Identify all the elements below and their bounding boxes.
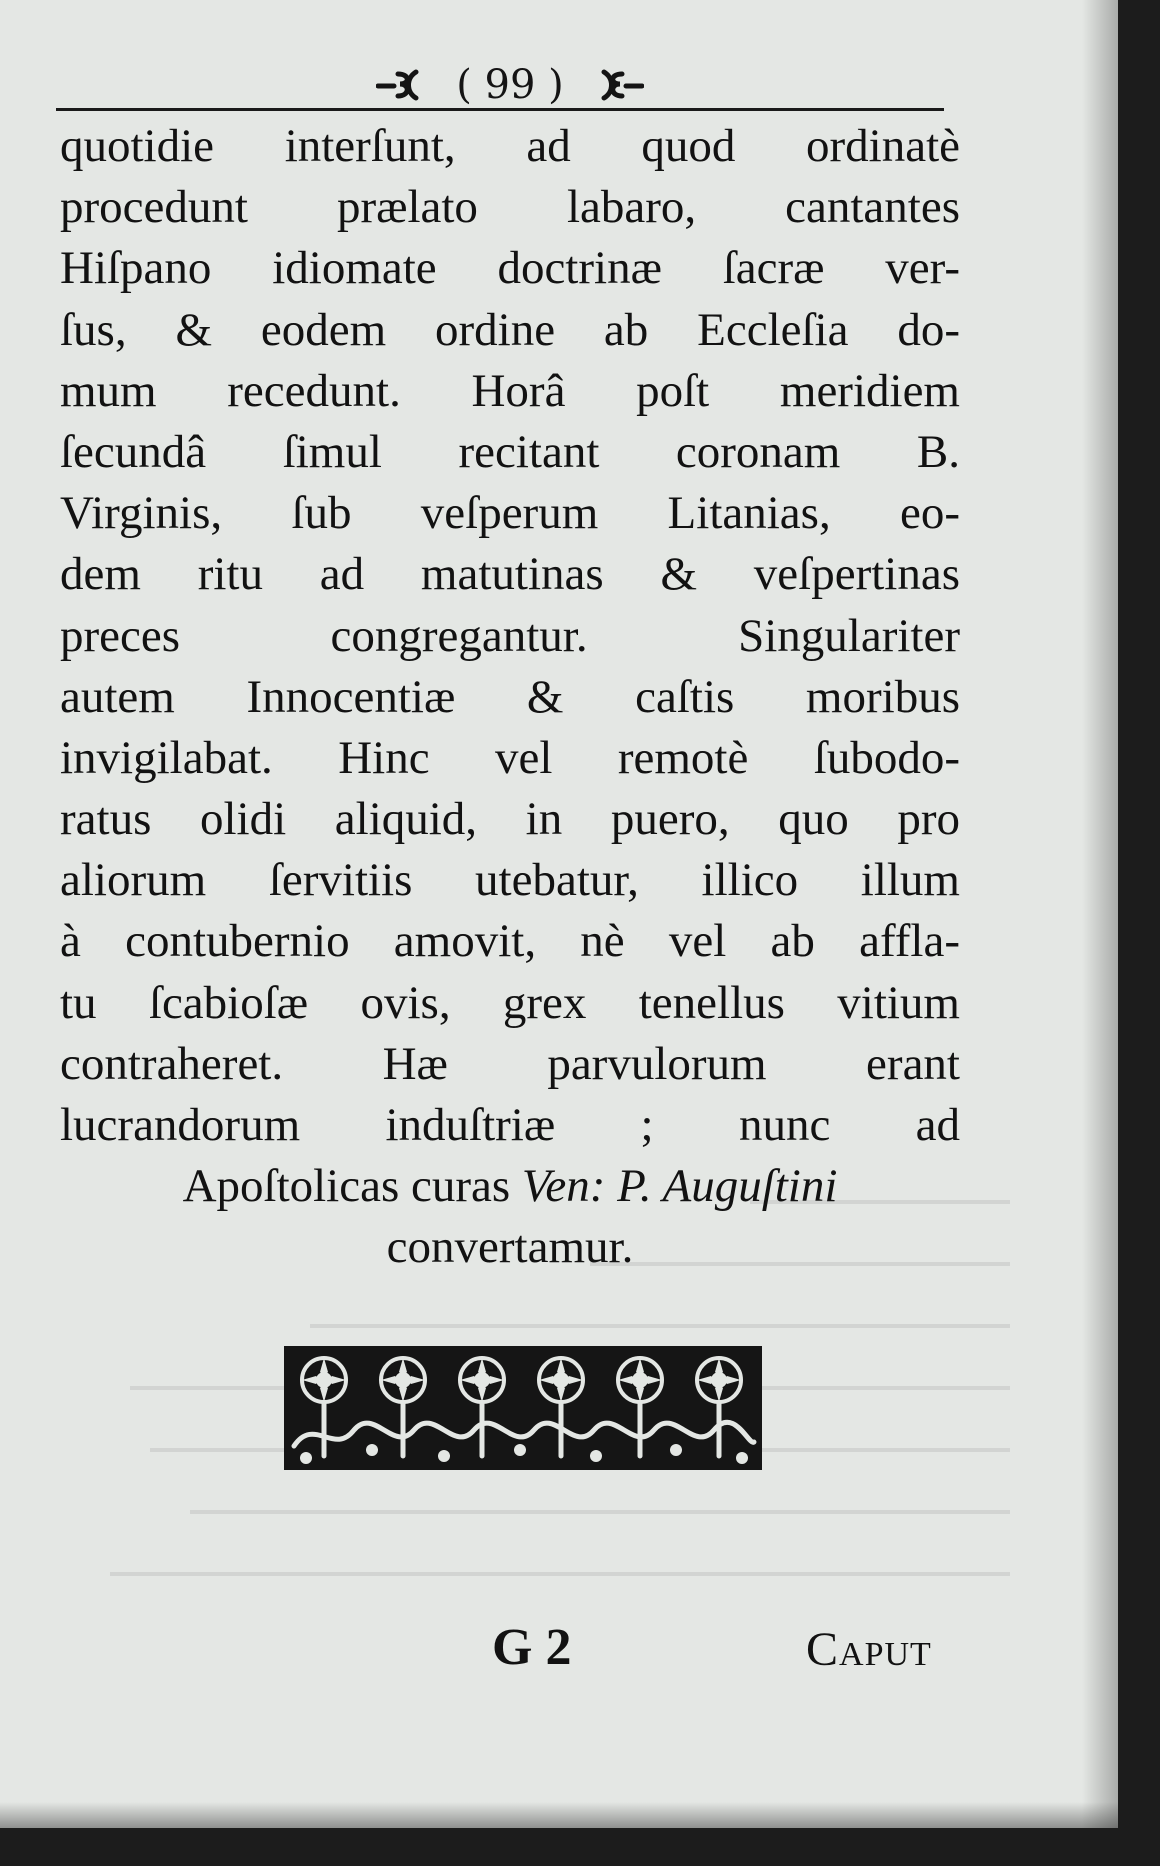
closing-italic-name: Ven: P. Auguſtini (521, 1160, 838, 1213)
text-line: autem Innocentiæ & caſtis moribus (60, 670, 960, 723)
text-line: contraheret. Hæ parvulorum erant (60, 1037, 960, 1090)
page-edge-shadow (1082, 0, 1118, 1828)
header-rule (56, 108, 944, 111)
text-line: Virginis, ſub veſperum Litanias, eo- (60, 487, 960, 540)
closing-lead-text: Apoſtolicas curas (182, 1160, 511, 1213)
text-line: invigilabat. Hinc vel remotè ſubodo- (60, 731, 960, 784)
text-line: tu ſcabioſæ ovis, grex tenellus vitium (60, 976, 960, 1029)
right-fleuron-icon (574, 68, 644, 102)
closing-last-line: convertamur. (386, 1221, 634, 1274)
text-line: ſus, & eodem ordine ab Eccleſia do- (60, 303, 960, 356)
text-line: mum recedunt. Horâ poſt meridiem (60, 364, 960, 417)
tailpiece-ornament (284, 1346, 762, 1470)
running-head (360, 60, 660, 110)
signature-mark: G 2 (492, 1619, 572, 1676)
text-line: procedunt prælato labaro, cantantes (60, 181, 960, 234)
page-bottom-shadow (0, 1802, 1118, 1828)
text-line: dem ritu ad matutinas & veſpertinas (60, 548, 960, 601)
page-footer (0, 1618, 1000, 1688)
text-line: Hiſpano idiomate doctrinæ ſacræ ver- (60, 242, 960, 295)
body-text (60, 116, 960, 1279)
text-line: ratus olidi aliquid, in puero, quo pro (60, 793, 960, 846)
text-line: à contubernio amovit, nè vel ab affla- (60, 915, 960, 968)
text-line: aliorum ſervitiis utebatur, illico illum (60, 854, 960, 907)
text-line: quotidie interſunt, ad quod ordinatè (60, 120, 960, 172)
text-line: lucrandorum induſtriæ ; nunc ad (60, 1099, 960, 1151)
closing-line (60, 1156, 960, 1217)
catchword: Caput (806, 1623, 932, 1676)
text-line: ſecundâ ſimul recitant coronam B. (60, 425, 960, 478)
text-line: preces congregantur. Singulariter (60, 609, 960, 662)
page-number: ( 99 ) (456, 62, 564, 108)
left-fleuron-icon (376, 68, 446, 102)
